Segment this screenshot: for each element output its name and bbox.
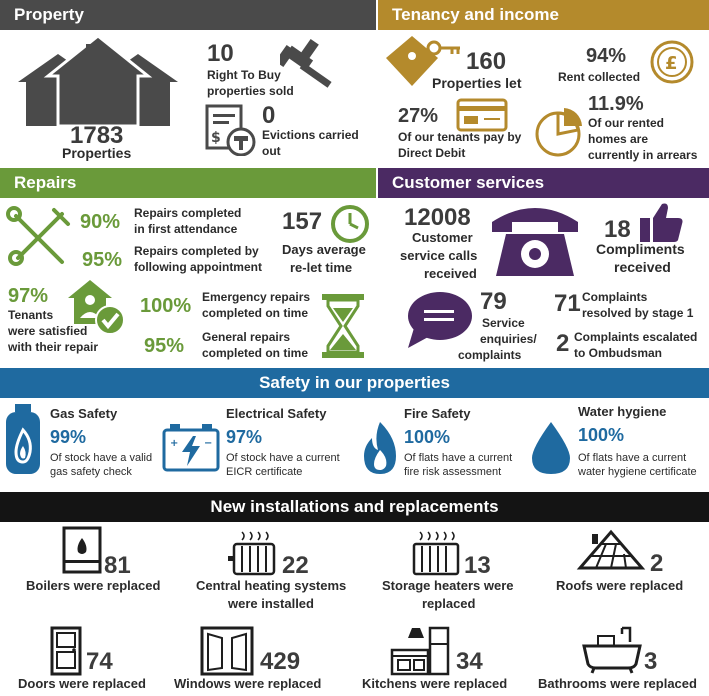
ombuds-label-2: to Ombudsman (574, 346, 663, 360)
calls-label-2: service calls (400, 248, 478, 263)
gas-pct: 99% (50, 427, 87, 447)
fire-title: Fire Safety (404, 406, 471, 421)
rtb-label-2: properties sold (207, 84, 294, 98)
elec-label-2: EICR certificate (226, 466, 303, 478)
water-drop-icon (530, 420, 572, 476)
arrears-pct: 11.9% (588, 93, 644, 115)
emergency-pct: 100% (140, 295, 192, 317)
kitchens-label: Kitchens were replaced (362, 676, 508, 691)
tenancy-header: Tenancy and income (378, 0, 709, 30)
first-pct: 90% (80, 211, 121, 233)
satisfied-label-1: Tenants (8, 308, 54, 322)
storage-heater-icon (410, 530, 462, 578)
dd-label-2: Direct Debit (398, 146, 466, 160)
property-header: Property (0, 0, 376, 30)
roofs-label: Roofs were replaced (556, 578, 684, 593)
heating-label-1: Central heating systems (196, 578, 347, 593)
calls-label-1: Customer (412, 230, 473, 245)
ombuds-count: 2 (556, 330, 570, 357)
svg-text:−: − (204, 438, 213, 449)
calls-count: 12008 (404, 204, 471, 231)
fire-icon (360, 420, 400, 476)
svg-text:+: + (170, 438, 179, 449)
svg-text:£: £ (665, 53, 678, 74)
evictions-label-1: Evictions carried (262, 128, 359, 142)
let-count: 160 (466, 48, 507, 75)
enquiries-label-3: complaints (458, 348, 522, 362)
radiator-icon (228, 530, 280, 578)
kitchens-count: 34 (456, 648, 483, 675)
general-label-1: General repairs (202, 330, 291, 344)
stage1-label-2: resolved by stage 1 (582, 306, 694, 320)
appt-pct: 95% (82, 249, 123, 271)
water-label-1: Of flats have a current (578, 452, 687, 464)
installs-header: New installations and replacements (0, 492, 709, 522)
eviction-notice-icon (205, 104, 257, 156)
fire-pct: 100% (404, 427, 451, 447)
compliments-label-2: received (614, 259, 671, 275)
kitchen-icon (390, 626, 452, 676)
appt-label-2: following appointment (134, 260, 262, 274)
storage-count: 13 (464, 552, 491, 579)
compliments-count: 18 (604, 216, 631, 243)
first-label-1: Repairs completed (134, 206, 242, 220)
roofs-count: 2 (650, 550, 664, 577)
gas-label-1: Of stock have a valid (50, 452, 153, 464)
evictions-count: 0 (262, 102, 276, 129)
pound-coin-icon (650, 40, 694, 84)
enquiries-count: 79 (480, 288, 507, 315)
calls-label-3: received (424, 266, 477, 281)
doors-label: Doors were replaced (18, 676, 146, 691)
gavel-icon (280, 38, 338, 90)
emergency-label-2: completed on time (202, 306, 309, 320)
safety-header: Safety in our properties (0, 368, 709, 398)
door-icon (50, 626, 82, 676)
doors-count: 74 (86, 648, 113, 675)
enquiries-label-1: Service (482, 316, 525, 330)
gas-cylinder-icon (4, 404, 42, 476)
relet-label-1: Days average (282, 242, 366, 257)
satisfied-label-3: with their repair (8, 340, 99, 354)
arrears-label-3: currently in arrears (588, 148, 698, 162)
tools-icon (6, 206, 72, 268)
fire-label-2: fire risk assessment (404, 466, 502, 478)
window-icon (200, 626, 254, 676)
thumbs-up-icon (638, 200, 684, 244)
telephone-icon (488, 200, 582, 278)
elec-title: Electrical Safety (226, 406, 327, 421)
pie-chart-icon (534, 106, 586, 158)
satisfied-label-2: were satisfied (8, 324, 88, 338)
water-pct: 100% (578, 425, 625, 445)
bathrooms-count: 3 (644, 648, 658, 675)
gas-label-2: gas safety check (50, 466, 132, 478)
general-pct: 95% (144, 335, 185, 357)
svg-text:$: $ (211, 130, 221, 146)
general-label-2: completed on time (202, 346, 309, 360)
bank-card-icon (456, 98, 508, 132)
water-label-2: water hygiene certificate (578, 466, 697, 478)
appt-label-1: Repairs completed by (134, 244, 259, 258)
enquiries-label-2: enquiries/ (480, 332, 537, 346)
rent-pct: 94% (586, 45, 627, 67)
bathtub-icon (582, 626, 642, 674)
rtb-count: 10 (207, 40, 234, 67)
evictions-label-2: out (262, 144, 281, 158)
heating-label-2: were installed (228, 596, 314, 611)
emergency-label-1: Emergency repairs (202, 290, 311, 304)
elec-pct: 97% (226, 427, 263, 447)
dd-pct: 27% (398, 105, 439, 127)
windows-count: 429 (260, 648, 301, 675)
house-check-icon (66, 278, 128, 336)
compliments-label-1: Compliments (596, 241, 685, 257)
hourglass-icon (320, 292, 366, 360)
clock-icon (330, 204, 370, 244)
water-title: Water hygiene (578, 404, 667, 419)
heating-count: 22 (282, 552, 309, 579)
elec-label-1: Of stock have a current (226, 452, 340, 464)
satisfied-pct: 97% (8, 285, 49, 307)
customer-header: Customer services (378, 168, 709, 198)
bathrooms-label: Bathrooms were replaced (538, 676, 697, 691)
storage-label-1: Storage heaters were (382, 578, 514, 593)
speech-bubble-icon (404, 288, 474, 350)
windows-label: Windows were replaced (174, 676, 322, 691)
ombuds-label-1: Complaints escalated (574, 330, 698, 344)
first-label-2: in first attendance (134, 222, 238, 236)
boiler-icon (62, 526, 102, 576)
stage1-count: 71 (554, 290, 581, 317)
rtb-label-1: Right To Buy (207, 68, 281, 82)
stage1-label-1: Complaints (582, 290, 648, 304)
boilers-label: Boilers were replaced (26, 578, 161, 593)
rent-label: Rent collected (558, 70, 641, 84)
properties-count: 1783 (70, 122, 124, 149)
houses-icon (18, 36, 178, 126)
gas-title: Gas Safety (50, 406, 118, 421)
boilers-count: 81 (104, 552, 131, 579)
repairs-header: Repairs (0, 168, 376, 198)
let-label: Properties let (432, 75, 522, 91)
battery-icon (162, 424, 220, 472)
dd-label-1: Of our tenants pay by (398, 130, 522, 144)
arrears-label-2: homes are (588, 132, 649, 146)
relet-days: 157 (282, 208, 323, 235)
fire-label-1: Of flats have a current (404, 452, 513, 464)
properties-label: Properties (62, 145, 132, 161)
arrears-label-1: Of our rented (588, 116, 665, 130)
relet-label-2: re-let time (290, 260, 353, 275)
roof-icon (576, 528, 646, 574)
storage-label-2: replaced (422, 596, 476, 611)
